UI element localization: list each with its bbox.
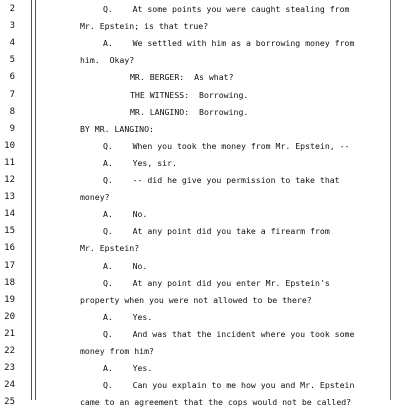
transcript-line	[0, 377, 390, 394]
line-text: A. No.	[103, 209, 148, 220]
line-text: came to an agreement that the cops would not be called?	[80, 397, 352, 408]
line-text: property when you were not allowed to be there?	[80, 294, 312, 305]
line-number: 18	[4, 277, 15, 288]
line-text: Q. When you took the money from Mr. Epstein, --	[103, 140, 350, 151]
transcript-line	[0, 394, 390, 411]
transcript-line	[0, 223, 390, 240]
line-number: 11	[4, 157, 15, 168]
line-text: A. Yes, sir.	[103, 157, 177, 168]
line-text: Q. And was that the incident where you took some	[103, 328, 355, 339]
line-number: 25	[4, 397, 15, 408]
line-text: Q. -- did he give you permission to take that	[103, 175, 340, 185]
line-number: 7	[9, 89, 15, 100]
transcript-line	[0, 104, 390, 121]
line-number: 13	[4, 192, 15, 203]
transcript-line	[0, 138, 390, 155]
line-text: BY MR. LANGINO:	[80, 123, 154, 134]
line-number: 16	[4, 243, 15, 254]
line-number: 14	[4, 209, 15, 220]
line-number: 5	[9, 55, 15, 66]
transcript-line	[0, 292, 390, 309]
line-text: THE WITNESS: Borrowing.	[130, 89, 249, 100]
line-text: Q. At any point did you take a firearm from	[103, 226, 330, 237]
transcript-line	[0, 172, 390, 189]
transcript-line	[0, 275, 390, 292]
line-text: Mr. Epstein?	[80, 243, 140, 254]
transcript-line	[0, 206, 390, 223]
line-number: 4	[9, 38, 15, 49]
line-number: 8	[9, 106, 15, 117]
transcript-line	[0, 360, 390, 377]
line-number: 6	[9, 72, 15, 83]
transcript-line	[0, 240, 390, 257]
line-text: A. Yes.	[103, 311, 153, 322]
line-number: 23	[4, 363, 15, 374]
line-text: A. Yes.	[103, 363, 153, 374]
transcript-line	[0, 18, 390, 35]
transcript-line	[0, 52, 390, 69]
line-text: Q. At any point did you enter Mr. Epstein's	[103, 277, 330, 288]
line-number: 22	[4, 346, 15, 356]
line-number: 10	[4, 140, 15, 151]
line-number: 24	[4, 380, 15, 391]
transcript-line	[0, 155, 390, 172]
line-text: MR. LANGINO: Borrowing.	[130, 106, 249, 117]
transcript-line	[0, 87, 390, 104]
transcript-line	[0, 258, 390, 275]
transcript-line	[0, 343, 390, 360]
line-number: 12	[4, 175, 15, 185]
right-margin-rule	[390, 0, 391, 400]
line-text: Mr. Epstein; is that true?	[80, 21, 209, 32]
line-number: 3	[9, 21, 15, 32]
line-number: 15	[4, 226, 15, 237]
line-text: A. No.	[103, 260, 148, 271]
line-text: money from him?	[80, 346, 154, 356]
line-number: 21	[4, 328, 15, 339]
line-number: 20	[4, 311, 15, 322]
transcript-line	[0, 121, 390, 138]
line-text: him. Okay?	[80, 55, 135, 66]
transcript-line	[0, 1, 390, 18]
line-text: Q. At some points you were caught stealing from	[103, 4, 350, 14]
line-text: Q. Can you explain to me how you and Mr. Epstein	[103, 380, 355, 391]
transcript-line	[0, 309, 390, 326]
line-text: money?	[80, 192, 110, 203]
transcript-line	[0, 189, 390, 206]
line-text: A. We settled with him as a borrowing money from	[103, 38, 355, 49]
line-number: 19	[4, 294, 15, 305]
line-number: 2	[9, 4, 15, 14]
line-text: MR. BERGER: As what?	[130, 72, 234, 83]
transcript-line	[0, 35, 390, 52]
line-number: 17	[4, 260, 15, 271]
line-number: 9	[9, 123, 15, 134]
transcript-line	[0, 69, 390, 86]
transcript-line	[0, 326, 390, 343]
